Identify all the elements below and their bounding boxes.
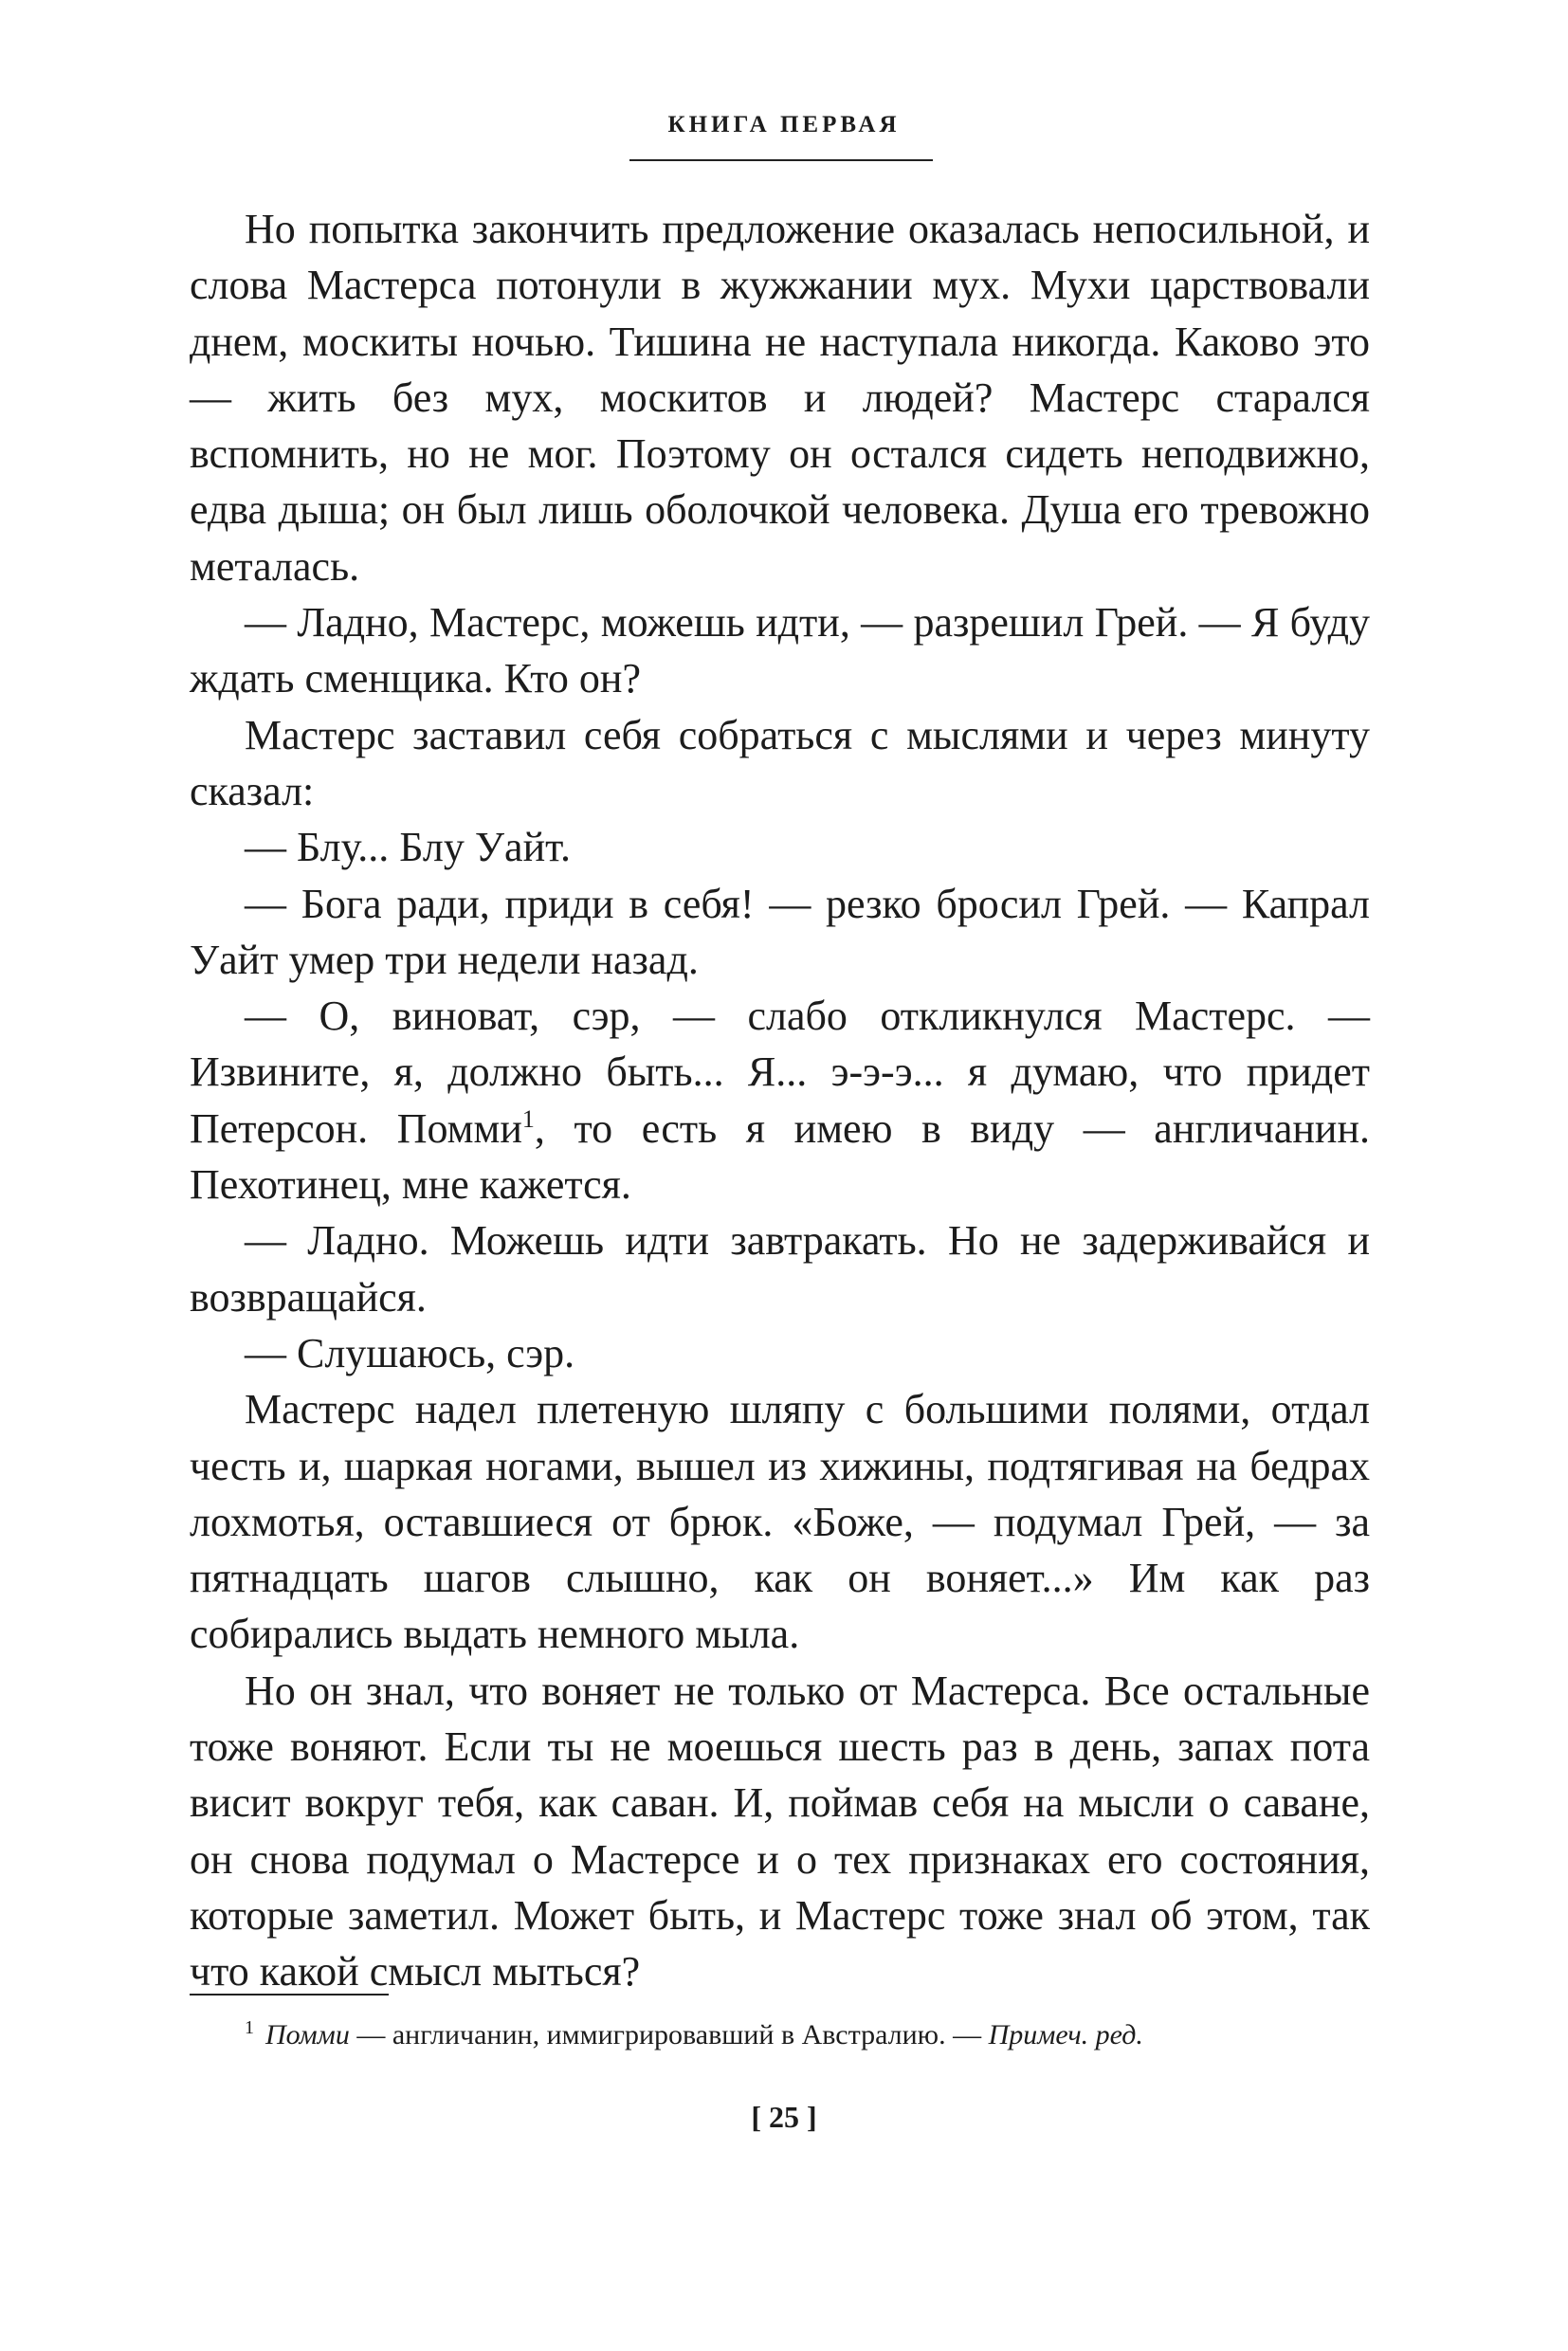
paragraph: Мастерс заставил себя собраться с мыслями и через минуту сказал: bbox=[190, 711, 1370, 814]
footnote-text: — англичанин, иммигрировавший в Австралию. — bbox=[349, 2019, 989, 2050]
running-head: КНИГА ПЕРВАЯ bbox=[667, 112, 901, 137]
footnote-rule bbox=[190, 1994, 389, 1996]
paragraph bbox=[190, 988, 1370, 1212]
paragraph: Но попытка закончить предложение оказалась непосильной, и слова Мастерса потонули в жужжании мух. Мухи царствовали днем, москиты ночью. Тишина не наступала никогда. Каково это — жить без мух, москитов и людей? Мастерс старался вспомнить, но не мог. Поэтому он остался сидеть неподвижно, едва дыша; он был лишь оболочкой человека. Душа его тревожно металась. bbox=[190, 206, 1370, 590]
paragraph: Но он знал, что воняет не только от Мастерса. Все остальные тоже воняют. Если ты не моешься шесть раз в день, запах пота висит вокруг тебя, как саван. И, поймав себя на мысли о саване, он снова подумал о Мастерсе и о тех признаках его состояния, которые заметил. Может быть, и Мастерс тоже знал об этом, так что какой смысл мыться? bbox=[190, 1667, 1370, 1996]
paragraph: — Слушаюсь, сэр. bbox=[245, 1329, 575, 1376]
footnote-term: Помми bbox=[265, 2019, 350, 2050]
paragraph-text: , то есть я имею в виду — англичанин. Пехотинец, мне кажется. bbox=[190, 1104, 1371, 1209]
paragraph: — Бога ради, приди в себя! — резко бросил Грей. — Капрал Уайт умер три недели назад. bbox=[190, 880, 1370, 983]
main-text bbox=[190, 201, 1370, 2000]
paragraph: — Блу... Блу Уайт. bbox=[245, 824, 572, 871]
footnote-reference[interactable]: 1 bbox=[521, 1104, 535, 1133]
paragraph: — Ладно. Можешь идти завтракать. Но не задерживайся и возвращайся. bbox=[190, 1217, 1370, 1321]
footnote bbox=[190, 2016, 1370, 2054]
page-number: [ 25 ] bbox=[751, 2100, 817, 2134]
running-head-rule bbox=[629, 159, 933, 161]
paragraph-text: — О, виноват, сэр, — слабо откликнулся Мастерс. — Извините, я, должно быть... Я... э-э-э... я думаю, что придет Петерсон. Помми bbox=[190, 993, 1370, 1152]
footnote-number: 1 bbox=[245, 2017, 254, 2038]
footnote-source: Примеч. ред. bbox=[988, 2019, 1143, 2050]
paragraph: — Ладно, Мастерс, можешь идти, — разрешил Грей. — Я буду ждать сменщика. Кто он? bbox=[190, 599, 1370, 702]
paragraph: Мастерс надел плетеную шляпу с большими полями, отдал честь и, шаркая ногами, вышел из хижины, подтягивая на бедрах лохмотья, оставшиеся от брюк. «Боже, — подумал Грей, — за пятнадцать шагов слышно, как он воняет...» Им как раз собирались выдать немного мыла. bbox=[190, 1386, 1370, 1658]
